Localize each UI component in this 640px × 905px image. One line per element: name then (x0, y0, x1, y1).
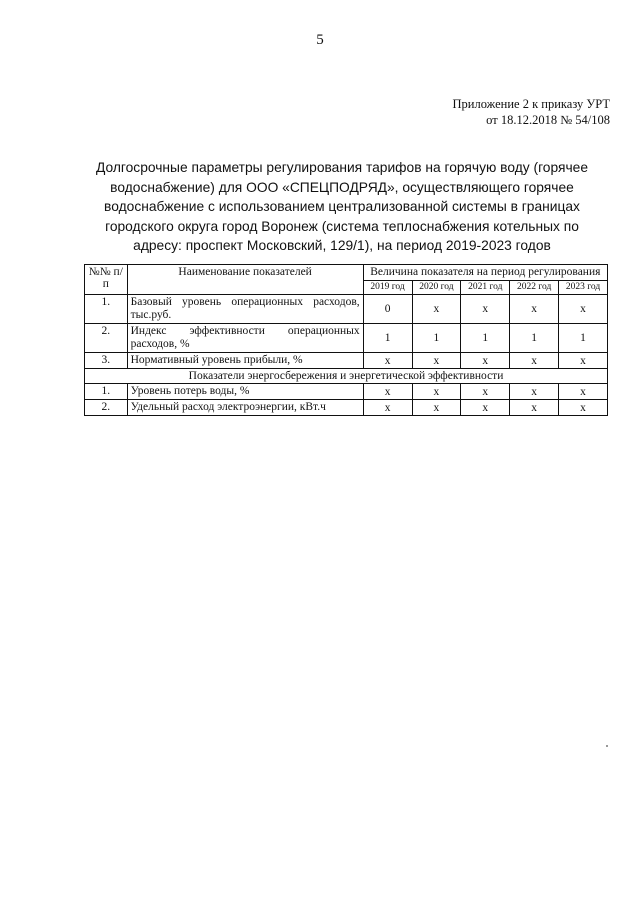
row-value: х (412, 384, 461, 400)
row-value: х (559, 295, 608, 324)
appendix-line-2: от 18.12.2018 № 54/108 (486, 113, 610, 127)
section-row (85, 369, 608, 384)
row-name: Удельный расход электроэнергии, кВт.ч (127, 400, 363, 416)
row-value: х (461, 353, 510, 369)
row-value: х (510, 384, 559, 400)
row-value: х (461, 384, 510, 400)
table-header-row (85, 265, 608, 281)
table-row (85, 353, 608, 369)
year-2019: 2019 год (363, 281, 412, 295)
table-row (85, 295, 608, 324)
row-value: х (510, 400, 559, 416)
table-row (85, 324, 608, 353)
row-num: 1. (85, 295, 128, 324)
appendix-line-1: Приложение 2 к приказу УРТ (452, 97, 610, 111)
section-title: Показатели энергосбережения и энергетической эффективности (85, 369, 608, 384)
row-value: х (510, 295, 559, 324)
row-num: 2. (85, 400, 128, 416)
row-value: х (559, 384, 608, 400)
header-value: Величина показателя на период регулирования (363, 265, 607, 281)
row-value: 1 (412, 324, 461, 353)
year-2021: 2021 год (461, 281, 510, 295)
row-value: х (461, 295, 510, 324)
row-value: 0 (363, 295, 412, 324)
year-2020: 2020 год (412, 281, 461, 295)
row-value: х (363, 353, 412, 369)
row-value: 1 (363, 324, 412, 353)
row-name: Нормативный уровень прибыли, % (127, 353, 363, 369)
table-row (85, 384, 608, 400)
parameters-table (84, 264, 608, 416)
row-value: 1 (510, 324, 559, 353)
document-title: Долгосрочные параметры регулирования тарифов на горячую воду (горячее водоснабжение) для ООО «СПЕЦПОДРЯД», осуществляющего горячее водоснабжение с использованием централизованной системы в границах городского округа город Воронеж (система теплоснабжения котельных по адресу: проспект Московский, 129/1), на период 2019-2023 годов (95, 160, 589, 253)
row-value: х (412, 295, 461, 324)
row-value: 1 (461, 324, 510, 353)
appendix-note (453, 96, 611, 128)
scan-speck (606, 745, 608, 747)
header-num: №№ п/п (85, 265, 128, 295)
row-value: х (412, 400, 461, 416)
row-num: 2. (85, 324, 128, 353)
row-value: х (461, 400, 510, 416)
row-value: х (363, 384, 412, 400)
row-value: 1 (559, 324, 608, 353)
row-num: 1. (85, 384, 128, 400)
row-value: х (510, 353, 559, 369)
row-value: х (363, 400, 412, 416)
row-value: х (559, 400, 608, 416)
row-name: Базовый уровень операционных расходов, тыс.руб. (127, 295, 363, 324)
page-number: 5 (316, 32, 324, 48)
row-name: Уровень потерь воды, % (127, 384, 363, 400)
row-value: х (559, 353, 608, 369)
row-value: х (412, 353, 461, 369)
row-name: Индекс эффективности операционных расходов, % (127, 324, 363, 353)
row-num: 3. (85, 353, 128, 369)
year-2022: 2022 год (510, 281, 559, 295)
table-row (85, 400, 608, 416)
header-name: Наименование показателей (127, 265, 363, 295)
year-2023: 2023 год (559, 281, 608, 295)
